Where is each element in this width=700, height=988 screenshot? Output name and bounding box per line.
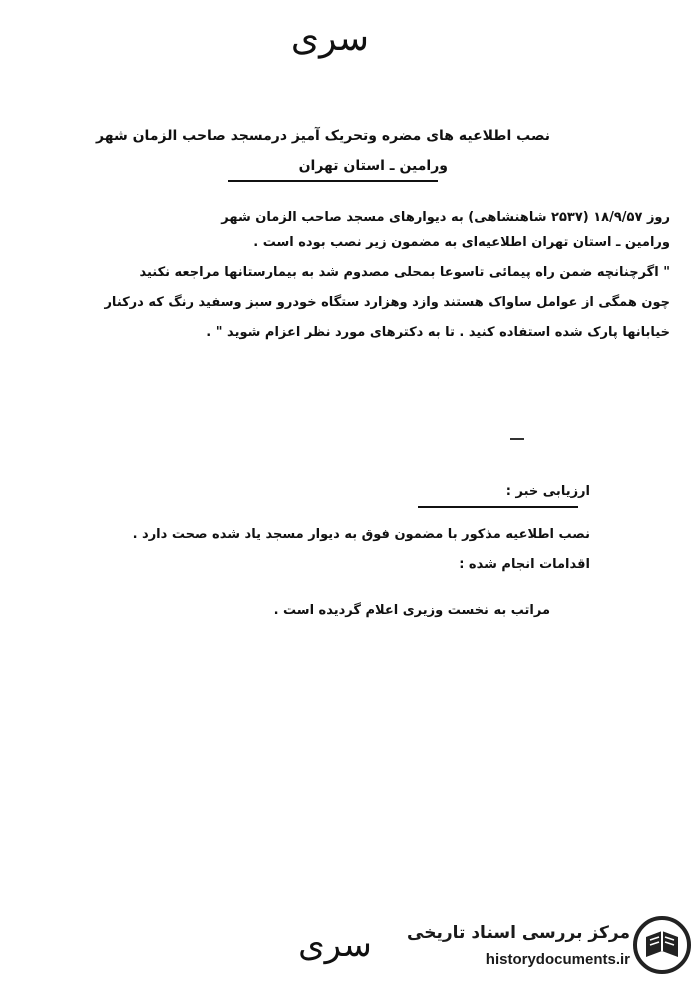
report-line-1: روز ۱۸/۹/۵۷ (۲۵۳۷ شاهنشاهی) به دیوارهای مسجد صاحب الزمان شهر [221,210,670,225]
actions-text: مراتب به نخست وزیری اعلام گردیده است . [273,603,550,618]
stray-dash-mark [510,438,524,440]
watermark-url: historydocuments.ir [485,951,630,968]
actions-label: اقدامات انجام شده : [459,557,590,572]
document-title-line-2: ورامین ـ استان تهران [298,158,448,174]
report-line-5: خیابانها پارک شده استفاده کنید . تا به دکترهای مورد نظر اعزام شوید " . [206,325,670,340]
evaluation-label: ارزیابی خبر : [505,484,590,499]
evaluation-text: نصب اطلاعیه مذکور با مضمون فوق به دیوار مسجد یاد شده صحت دارد . [132,527,590,542]
evaluation-underline [418,506,578,508]
report-line-4: چون همگی از عوامل ساواک هستند وازد وهزارد ستگاه خودرو سبز وسفید رنگ که درکنار [104,295,670,310]
report-line-2: ورامین ـ استان تهران اطلاعیه‌ای به مضمون زیر نصب بوده است . [253,235,670,250]
watermark-name: مرکز بررسی اسناد تاریخی [407,923,630,943]
classification-footer: سری [298,925,372,965]
document-title-line-1: نصب اطلاعیه های مضره وتحریک آمیز درمسجد صاحب الزمان شهر [96,128,550,144]
book-logo-icon [632,915,692,975]
archive-watermark [407,915,692,980]
classification-header: سری [290,18,370,59]
report-line-3: " اگرچنانچه ضمن راه پیمائی تاسوعا بمحلی مصدوم شد به بیمارستانها مراجعه نکنید [139,265,670,280]
title-underline [228,180,438,182]
